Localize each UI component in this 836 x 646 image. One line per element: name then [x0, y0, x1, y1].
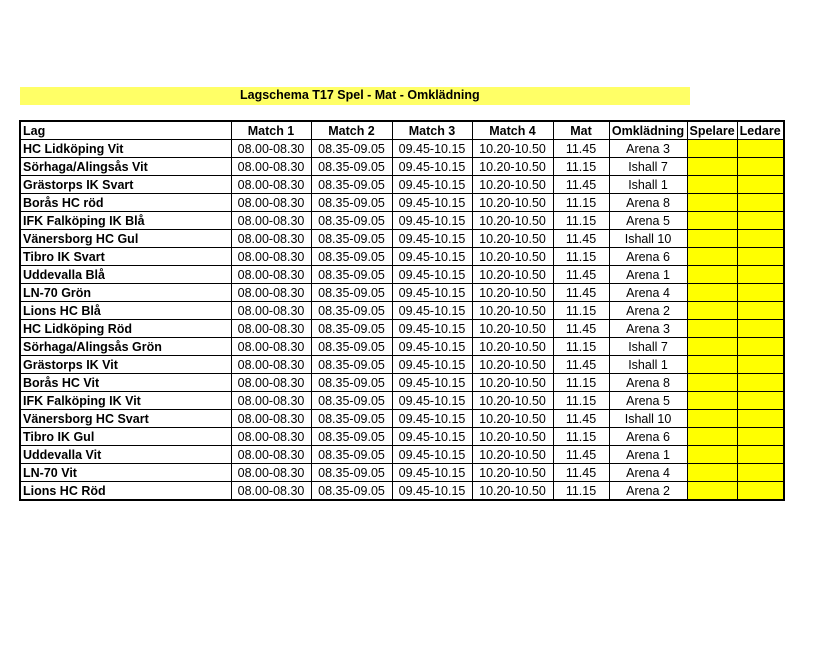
table-body — [20, 140, 784, 501]
schedule-cell: 08.00-08.30 — [231, 446, 311, 464]
ledare-input-cell[interactable] — [737, 464, 784, 482]
schedule-cell: Arena 2 — [609, 302, 687, 320]
schedule-cell: 08.35-09.05 — [311, 194, 392, 212]
table-row — [20, 374, 784, 392]
schedule-cell: 11.45 — [553, 266, 609, 284]
table-row — [20, 320, 784, 338]
schedule-cell: 08.00-08.30 — [231, 266, 311, 284]
schedule-cell: 10.20-10.50 — [472, 320, 553, 338]
schedule-cell: 10.20-10.50 — [472, 446, 553, 464]
schedule-cell: 08.35-09.05 — [311, 374, 392, 392]
spelare-input-cell[interactable] — [687, 428, 737, 446]
ledare-input-cell[interactable] — [737, 158, 784, 176]
schedule-cell: 10.20-10.50 — [472, 302, 553, 320]
schedule-cell: 09.45-10.15 — [392, 248, 472, 266]
table-row — [20, 194, 784, 212]
header-cell: Match 4 — [472, 121, 553, 140]
schedule-cell: 08.00-08.30 — [231, 464, 311, 482]
team-name-cell: IFK Falköping IK Blå — [20, 212, 231, 230]
schedule-cell: Arena 6 — [609, 428, 687, 446]
schedule-cell: 09.45-10.15 — [392, 212, 472, 230]
ledare-input-cell[interactable] — [737, 392, 784, 410]
schedule-cell: 09.45-10.15 — [392, 338, 472, 356]
schedule-cell: 08.35-09.05 — [311, 140, 392, 158]
schedule-cell: 08.00-08.30 — [231, 356, 311, 374]
team-name-cell: Vänersborg HC Svart — [20, 410, 231, 428]
spelare-input-cell[interactable] — [687, 320, 737, 338]
team-name-cell: Vänersborg HC Gul — [20, 230, 231, 248]
schedule-cell: Ishall 10 — [609, 230, 687, 248]
table-row — [20, 284, 784, 302]
schedule-cell: 09.45-10.15 — [392, 320, 472, 338]
schedule-cell: 08.35-09.05 — [311, 176, 392, 194]
schedule-cell: 08.35-09.05 — [311, 320, 392, 338]
header-cell: Lag — [20, 121, 231, 140]
ledare-input-cell[interactable] — [737, 248, 784, 266]
ledare-input-cell[interactable] — [737, 320, 784, 338]
schedule-cell: 08.35-09.05 — [311, 446, 392, 464]
schedule-cell: Ishall 1 — [609, 176, 687, 194]
ledare-input-cell[interactable] — [737, 194, 784, 212]
schedule-cell: 11.15 — [553, 428, 609, 446]
schedule-cell: Ishall 10 — [609, 410, 687, 428]
schedule-cell: 10.20-10.50 — [472, 248, 553, 266]
schedule-table — [19, 120, 785, 501]
schedule-cell: Ishall 7 — [609, 338, 687, 356]
schedule-cell: 11.45 — [553, 464, 609, 482]
team-name-cell: Grästorps IK Svart — [20, 176, 231, 194]
table-row — [20, 356, 784, 374]
header-row — [20, 121, 784, 140]
schedule-cell: 11.15 — [553, 194, 609, 212]
team-name-cell: Sörhaga/Alingsås Grön — [20, 338, 231, 356]
table-row — [20, 338, 784, 356]
schedule-cell: 11.45 — [553, 284, 609, 302]
schedule-cell: Arena 1 — [609, 266, 687, 284]
header-cell: Ledare — [737, 121, 784, 140]
schedule-cell: 08.00-08.30 — [231, 140, 311, 158]
schedule-cell: 08.00-08.30 — [231, 302, 311, 320]
schedule-cell: Arena 4 — [609, 464, 687, 482]
ledare-input-cell[interactable] — [737, 266, 784, 284]
table-row — [20, 230, 784, 248]
schedule-cell: 11.15 — [553, 212, 609, 230]
schedule-cell: 10.20-10.50 — [472, 428, 553, 446]
schedule-cell: 08.00-08.30 — [231, 248, 311, 266]
table-row — [20, 410, 784, 428]
schedule-cell: 08.00-08.30 — [231, 482, 311, 501]
team-name-cell: HC Lidköping Röd — [20, 320, 231, 338]
schedule-cell: 10.20-10.50 — [472, 158, 553, 176]
spelare-input-cell[interactable] — [687, 194, 737, 212]
schedule-cell: 08.35-09.05 — [311, 428, 392, 446]
table-row — [20, 464, 784, 482]
spelare-input-cell[interactable] — [687, 158, 737, 176]
schedule-cell: 10.20-10.50 — [472, 212, 553, 230]
schedule-cell: 08.35-09.05 — [311, 392, 392, 410]
schedule-cell: 08.00-08.30 — [231, 428, 311, 446]
schedule-cell: 11.15 — [553, 158, 609, 176]
spelare-input-cell[interactable] — [687, 374, 737, 392]
header-cell: Match 2 — [311, 121, 392, 140]
spelare-input-cell[interactable] — [687, 248, 737, 266]
schedule-cell: 08.00-08.30 — [231, 374, 311, 392]
schedule-cell: Arena 5 — [609, 212, 687, 230]
schedule-cell: 11.45 — [553, 320, 609, 338]
spelare-input-cell[interactable] — [687, 266, 737, 284]
schedule-cell: Ishall 1 — [609, 356, 687, 374]
table-row — [20, 446, 784, 464]
schedule-cell: 09.45-10.15 — [392, 140, 472, 158]
schedule-cell: Arena 6 — [609, 248, 687, 266]
team-name-cell: IFK Falköping IK Vit — [20, 392, 231, 410]
table-row — [20, 176, 784, 194]
schedule-cell: Arena 3 — [609, 140, 687, 158]
schedule-cell: 08.00-08.30 — [231, 284, 311, 302]
schedule-cell: Arena 3 — [609, 320, 687, 338]
schedule-cell: 09.45-10.15 — [392, 302, 472, 320]
schedule-cell: 08.35-09.05 — [311, 338, 392, 356]
team-name-cell: Sörhaga/Alingsås Vit — [20, 158, 231, 176]
schedule-cell: 10.20-10.50 — [472, 356, 553, 374]
schedule-cell: 09.45-10.15 — [392, 284, 472, 302]
table-row — [20, 482, 784, 501]
schedule-cell: 09.45-10.15 — [392, 410, 472, 428]
spelare-input-cell[interactable] — [687, 392, 737, 410]
spelare-input-cell[interactable] — [687, 140, 737, 158]
schedule-cell: Arena 8 — [609, 374, 687, 392]
schedule-cell: 08.35-09.05 — [311, 464, 392, 482]
team-name-cell: Lions HC Röd — [20, 482, 231, 501]
schedule-cell: 10.20-10.50 — [472, 284, 553, 302]
schedule-cell: 10.20-10.50 — [472, 482, 553, 501]
schedule-cell: 10.20-10.50 — [472, 176, 553, 194]
schedule-cell: 11.15 — [553, 248, 609, 266]
ledare-input-cell[interactable] — [737, 176, 784, 194]
schedule-cell: 11.15 — [553, 392, 609, 410]
schedule-cell: 08.35-09.05 — [311, 158, 392, 176]
ledare-input-cell[interactable] — [737, 140, 784, 158]
table-row — [20, 266, 784, 284]
table-row — [20, 212, 784, 230]
schedule-cell: 09.45-10.15 — [392, 428, 472, 446]
team-name-cell: Lions HC Blå — [20, 302, 231, 320]
schedule-cell: 08.35-09.05 — [311, 302, 392, 320]
spelare-input-cell[interactable] — [687, 482, 737, 501]
schedule-cell: 10.20-10.50 — [472, 410, 553, 428]
schedule-cell: 11.45 — [553, 446, 609, 464]
schedule-cell: 08.00-08.30 — [231, 338, 311, 356]
schedule-cell: Arena 1 — [609, 446, 687, 464]
team-name-cell: Borås HC Vit — [20, 374, 231, 392]
schedule-cell: 08.35-09.05 — [311, 266, 392, 284]
schedule-cell: 08.00-08.30 — [231, 392, 311, 410]
schedule-cell: 09.45-10.15 — [392, 194, 472, 212]
schedule-cell: 08.35-09.05 — [311, 356, 392, 374]
table-row — [20, 302, 784, 320]
schedule-cell: 08.35-09.05 — [311, 248, 392, 266]
team-name-cell: LN-70 Grön — [20, 284, 231, 302]
header-cell: Match 3 — [392, 121, 472, 140]
schedule-cell: 09.45-10.15 — [392, 374, 472, 392]
ledare-input-cell[interactable] — [737, 284, 784, 302]
team-name-cell: Tibro IK Svart — [20, 248, 231, 266]
spelare-input-cell[interactable] — [687, 284, 737, 302]
table-row — [20, 428, 784, 446]
header-cell: Spelare — [687, 121, 737, 140]
spelare-input-cell[interactable] — [687, 302, 737, 320]
schedule-cell: 11.45 — [553, 230, 609, 248]
ledare-input-cell[interactable] — [737, 410, 784, 428]
schedule-cell: Arena 4 — [609, 284, 687, 302]
spelare-input-cell[interactable] — [687, 176, 737, 194]
team-name-cell: Uddevalla Blå — [20, 266, 231, 284]
schedule-cell: 11.45 — [553, 140, 609, 158]
spelare-input-cell[interactable] — [687, 446, 737, 464]
schedule-cell: 08.35-09.05 — [311, 482, 392, 501]
ledare-input-cell[interactable] — [737, 356, 784, 374]
schedule-cell: 10.20-10.50 — [472, 338, 553, 356]
schedule-cell: Arena 8 — [609, 194, 687, 212]
spelare-input-cell[interactable] — [687, 230, 737, 248]
schedule-cell: 10.20-10.50 — [472, 374, 553, 392]
schedule-cell: 08.00-08.30 — [231, 212, 311, 230]
spelare-input-cell[interactable] — [687, 464, 737, 482]
schedule-cell: 09.45-10.15 — [392, 266, 472, 284]
schedule-cell: 08.00-08.30 — [231, 158, 311, 176]
schedule-cell: 08.35-09.05 — [311, 212, 392, 230]
schedule-cell: 09.45-10.15 — [392, 482, 472, 501]
schedule-cell: 10.20-10.50 — [472, 266, 553, 284]
ledare-input-cell[interactable] — [737, 374, 784, 392]
header-cell: Match 1 — [231, 121, 311, 140]
schedule-cell: 08.00-08.30 — [231, 176, 311, 194]
schedule-cell: Arena 2 — [609, 482, 687, 501]
schedule-cell: 11.15 — [553, 482, 609, 501]
table-row — [20, 140, 784, 158]
spelare-input-cell[interactable] — [687, 212, 737, 230]
schedule-cell: 09.45-10.15 — [392, 392, 472, 410]
schedule-cell: 09.45-10.15 — [392, 464, 472, 482]
schedule-cell: 08.00-08.30 — [231, 230, 311, 248]
spelare-input-cell[interactable] — [687, 356, 737, 374]
ledare-input-cell[interactable] — [737, 446, 784, 464]
team-name-cell: Tibro IK Gul — [20, 428, 231, 446]
schedule-cell: 08.35-09.05 — [311, 284, 392, 302]
schedule-cell: 09.45-10.15 — [392, 158, 472, 176]
team-name-cell: Uddevalla Vit — [20, 446, 231, 464]
ledare-input-cell[interactable] — [737, 338, 784, 356]
team-name-cell: LN-70 Vit — [20, 464, 231, 482]
ledare-input-cell[interactable] — [737, 302, 784, 320]
table-row — [20, 158, 784, 176]
schedule-cell: 11.15 — [553, 338, 609, 356]
schedule-cell: 09.45-10.15 — [392, 446, 472, 464]
schedule-cell: 11.45 — [553, 356, 609, 374]
schedule-cell: 08.35-09.05 — [311, 230, 392, 248]
title-bar — [20, 87, 690, 105]
schedule-cell: 11.15 — [553, 374, 609, 392]
schedule-cell: 08.00-08.30 — [231, 410, 311, 428]
schedule-cell: 09.45-10.15 — [392, 230, 472, 248]
schedule-cell: 10.20-10.50 — [472, 194, 553, 212]
page-title: Lagschema T17 Spel - Mat - Omklädning — [240, 88, 480, 102]
schedule-cell: 10.20-10.50 — [472, 140, 553, 158]
ledare-input-cell[interactable] — [737, 428, 784, 446]
ledare-input-cell[interactable] — [737, 212, 784, 230]
schedule-cell: Ishall 7 — [609, 158, 687, 176]
ledare-input-cell[interactable] — [737, 230, 784, 248]
schedule-cell: 10.20-10.50 — [472, 230, 553, 248]
schedule-cell: 08.00-08.30 — [231, 194, 311, 212]
schedule-cell: 10.20-10.50 — [472, 464, 553, 482]
schedule-cell: 09.45-10.15 — [392, 356, 472, 374]
spelare-input-cell[interactable] — [687, 410, 737, 428]
header-cell: Omklädning — [609, 121, 687, 140]
table-row — [20, 392, 784, 410]
team-name-cell: Grästorps IK Vit — [20, 356, 231, 374]
team-name-cell: Borås HC röd — [20, 194, 231, 212]
schedule-cell: 11.45 — [553, 176, 609, 194]
schedule-cell: 08.00-08.30 — [231, 320, 311, 338]
schedule-cell: Arena 5 — [609, 392, 687, 410]
schedule-cell: 11.45 — [553, 410, 609, 428]
schedule-cell: 11.15 — [553, 302, 609, 320]
schedule-cell: 10.20-10.50 — [472, 392, 553, 410]
header-cell: Mat — [553, 121, 609, 140]
spelare-input-cell[interactable] — [687, 338, 737, 356]
schedule-cell: 09.45-10.15 — [392, 176, 472, 194]
schedule-cell: 08.35-09.05 — [311, 410, 392, 428]
team-name-cell: HC Lidköping Vit — [20, 140, 231, 158]
table-row — [20, 248, 784, 266]
ledare-input-cell[interactable] — [737, 482, 784, 501]
